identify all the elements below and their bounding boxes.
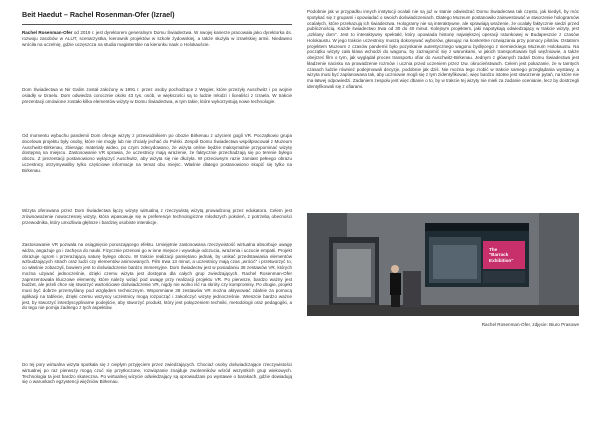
speaker-name: Rachel Rosenman-Ofer [22,30,73,35]
paragraph-4: Wizyta oferowana przez Dom Świadectwa łączy wizytę wirtualną z rzeczywistą wizytą prowadzoną przez edukatora. Celem jest zrównoważenie nowoczesnej wizyty, która wpasowuje się w preferencje technologiczne młodszych pokoleń, z potrzebą obecności przewodnika, który umożliwia głębsze i bardziej osobiste interakcje. [22,208,292,225]
page-title: Beit Haedut – Rachel Rosenman-Ofer (Izrael) [22,10,175,19]
paragraph-3: Od momentu wybuchu pandemii Dom oferuje wizyty z przewodnikiem po obozie Birkenau z użyciem gogli VR. Początkowo grupa docelowa projektu były osoby, które nie mogły lub nie chciały jechać do Polski. Zespół Domu Świadectwa współpracował z Muzeum Auschwitz-Birkenau, zbierając materiały wideo, po czym zdecydowano, że wizyta online będzie maksymalnie przypominać wizytę dostępną na miejscu. Zastosowanie VR sprawia, że uczestnicy mają wrażenie, że faktycznie przechadzają się po terenie byłego obozu. Z prezentacji postanowiono wyłączyć Auschwitz, aby wizyta się nie dłużyła. W przeciwnym razie zamiast pełnego obrazu uczestnicy otrzymywaliby tylko częściowe informacje na temat obu miejsc. Właśnie dlatego postanowiono skupić się tylko na Birkenau. [22,133,292,173]
photo-illustration [307,213,579,316]
paragraph-1-text: od 2019 r. jest dyrektorem generalnym Domu Świadectwa. W swojej karierze pracowała jako dyrektorka ds. rozwoju zasobów w ALUT, scenarzystka, kierownik projektów w szkole żydowskiej, a także służyła w izraelskiej armii. Niedawno wróciła na uczelnię, gdzie uczęszcza na studia magisterskie na kierunku nauk o Holokauście. [22,30,292,47]
paragraph-1 [22,30,292,47]
photo-caption: Rachel Rosenman-Ofer, zdjęcie: Biuro Prasowe [481,322,579,327]
paragraph-2: Dom Świadectwa w Nir Galim został założony w 1991 r. przez osoby pochodzące z Węgier, które przeżyły Auschwitz i po wojnie osiadły w Izraelu. Dom odwiedza corocznie około 43 tys. osób, w większości są to ludzie młodzi i licealiści z Izraela. W trakcie prezentacji omówione zostało kilka elementów wizyty w Domu Świadectwa, w tym takie, które wykorzystują nowe technologie. [22,87,292,104]
paragraph-right-1: Podobnie jak w przypadku innych instytucji ocalali nie są już w stanie odwiedzać Domu Świadectwa tak często, jak kiedyś, by móc spotykać się z grupami i opowiadać o swoich doświadczeniach. Dlatego Muzeum postanowiło zainwestować w stworzenie hologramów ocalałych, które przekazują ich świadectwa. Hologramy nie są interaktywne, ale sprawiają wrażenie, że ocalały faktycznie siedzi przed publicznością. Każde świadectwo trwa od 30 do 40 minut. Kolejnym projektem, jaki napotykają odwiedzający w trakcie wizyty, jest „szklany dom”. Jest to interaktywny spektakl, który opowiada historię największej operacji ratunkowej w Budapeszcie z czasów Holokaustu. W jego trakcie uczestnicy muszą dokonywać wyborów, głosując na konkretne rozwiązania przy pomocy pilotów. Ostatnim projektem Muzeum z czasów pandemii było pozyskanie autentycznego wagonu bydlęcego z niemieckiego Muzeum Holokaustu. Na początku wizyty cała klasa wchodzi do wagonu, by zaznajomić się z warunkami, w jakich transportowani byli więźniowie, a także obejrzeć film o tym, jak wyglądał proces transportu ofiar do Auschwitz-Birkenau. Jednym z głównych zadań Domu Świadectwa jest kładzenie nacisku na prowadzenie rozmów i ucznia przed uczeniem przez tzw. okrucieństwach. Celem jest pokazanie, że w tamtych czasach ludzie również podejmowali decyzje, podobnie jak dziś. Nie można tego zrobić w trakcie samego przeglądania wystawy, a wizyta musi być zaplanowana tak, aby uczniowie mogli się z tym zidentyfikować, więc bardzo istotne jest stworzenie pytań, na które nie ma łatwej odpowiedzi. Zadaniem zespołu jest więc dbanie o to, by w trakcie tej wizyty nie mieli za zadanie ocenianie, lecz by dostrzegli identyfikowali się z ofiarami. [307,9,579,89]
screen-caption-line-1: The [489,247,498,252]
paragraph-5: Zastosowanie VR pozwala na osiągnięcie poruszającego efektu. Umiejętnie zastosowana rzeczywistość wirtualna absorbuje uwagę widza, angażuje go i zachęca do nauki. Fizycznie przenosi go w inne miejsce i wywołuje odczucia, wrażenia i uczucie empatii. Projekt obrazuje ogrom i przerażającą naturę byłego obozu. W trakcie realizacji pamiętano jednak, by unikać przedstawiania elementów wzbudzających strach oraz ludzi czy elementów animowanych. Film trwa 13 minut, a uczestnicy mają czas „wrócić” i przetworzyć to, co właśnie zobaczyli, bowiem jest to doświadczenie bardzo immersyjne. Dom Świadectw jest w posiadaniu 38 zestawów VR, których można używać jednocześnie, dzięki czemu wizyta jest dostępna dla całych grup zwiedzających. Rachel Rosenman-Ofer zaprezentowała kluczowe elementy, które należy wziąć pod uwagę przy realizacji projektu VR. Po pierwsze, bardzo ważny jest budżet, ale jeżeli chce się stworzyć wartościowe doświadczenie VR, nigdy nie wolno iść na skróty czy kompromisy. Po drugie, projekt musi być dobrze przemyślany pod względem technicznym. Wspomniane 38 zestawów VR można aktywować zdalnie za pomocą aplikacji na tablecie, dzięki czemu wszyscy uczestnicy mogą rozpocząć i zakończyć wizytę jednocześnie. Wreszcie bardzo ważne jest, by stworzyć interdyscyplinarne podejście, aby stworzyć produkt, który jest połączeniem techniki, metodologii oraz pedagogiki, a do tego nie pomija żadnego z tych aspektów. [22,242,292,311]
title-divider [22,24,292,25]
conference-photo [307,213,579,316]
screen-caption [489,247,527,263]
screen-caption-line-2: "Barrack Exhibition" [489,252,514,263]
paragraph-6: Do tej pory wirtualna wizyta spotkała się z ciepłym przyjęciem przez zwiedzających. Chociaż osoby doświadczające rzeczywistości wirtualnej po raz pierwszy mogą czuć się przytłoczone, rozwiązanie znajduje zwolenników wśród wszystkich grup wiekowych. Technologia ta jest bardzo skuteczna. Po wirtualnej wizycie odwiedzający są oprowadzani po wystawie o barakach, gdzie dowiadują się o warunkach egzystencji więźniów Birkenau. [22,362,292,385]
